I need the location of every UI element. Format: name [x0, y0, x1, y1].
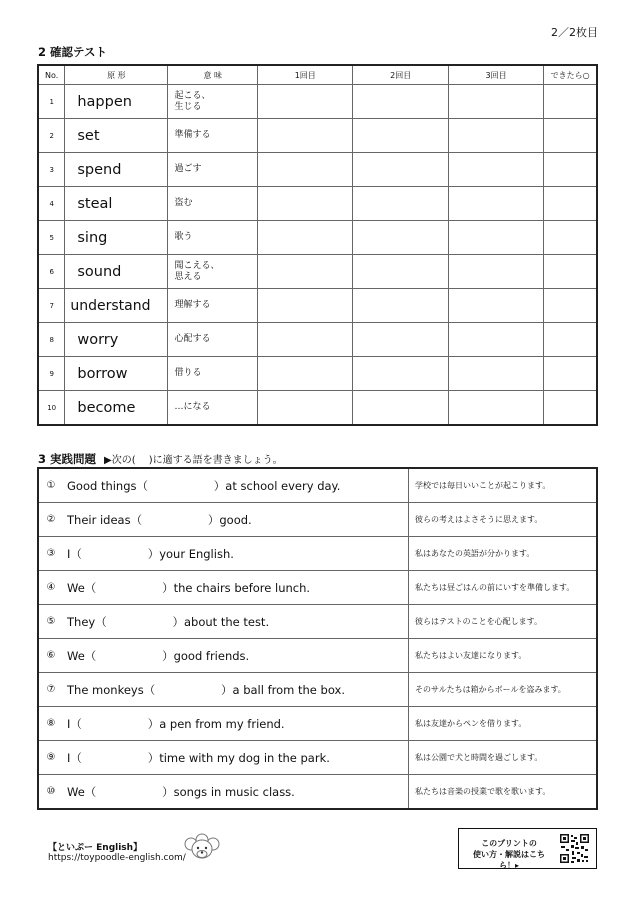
meaning-line-1: …になる: [174, 402, 211, 412]
question-sentence[interactable]: Good things（ ）at school every day.: [63, 468, 409, 503]
practice-table: [37, 467, 598, 810]
japanese-translation: そのサルたちは箱からボールを盗みます。: [409, 673, 598, 707]
answer-cell-1[interactable]: [258, 153, 353, 187]
japanese-translation: 私たちは昼ごはんの前にいすを準備します。: [409, 571, 598, 605]
answer-cell-3[interactable]: [448, 357, 543, 391]
header-attempt-2: 2回目: [353, 65, 448, 85]
answer-cell-2[interactable]: [353, 221, 448, 255]
question-sentence[interactable]: The monkeys（ ）a ball from the box.: [63, 673, 409, 707]
answer-cell-1[interactable]: [258, 85, 353, 119]
done-check-cell[interactable]: [544, 187, 597, 221]
question-number: ⑦: [38, 673, 63, 707]
question-sentence[interactable]: They（ ）about the test.: [63, 605, 409, 639]
answer-cell-2[interactable]: [353, 85, 448, 119]
practice-row: [38, 741, 597, 775]
meaning-line-1: 心配する: [174, 334, 211, 344]
question-sentence[interactable]: We（ ）songs in music class.: [63, 775, 409, 810]
vocab-header-row: [38, 65, 597, 85]
vocab-row: [38, 357, 597, 391]
done-check-cell[interactable]: [544, 357, 597, 391]
question-number: ⑨: [38, 741, 63, 775]
answer-cell-3[interactable]: [448, 255, 543, 289]
vocab-row: [38, 221, 597, 255]
vocab-meaning: [168, 221, 258, 255]
meaning-line-1: 理解する: [174, 300, 211, 310]
row-number: 2: [38, 119, 65, 153]
answer-cell-3[interactable]: [448, 85, 543, 119]
answer-cell-1[interactable]: [258, 221, 353, 255]
done-check-cell[interactable]: [544, 221, 597, 255]
section-3-instruction: ▶次の( )に適する語を書きましょう。: [104, 455, 283, 466]
vocab-row: [38, 323, 597, 357]
section-3-title: [38, 451, 283, 467]
vocab-row: [38, 119, 597, 153]
answer-cell-3[interactable]: [448, 153, 543, 187]
meaning-line-1: 準備する: [174, 130, 211, 140]
answer-cell-2[interactable]: [353, 187, 448, 221]
vocab-meaning: [168, 255, 258, 289]
answer-cell-1[interactable]: [258, 255, 353, 289]
japanese-translation: 学校では毎日いいことが起こります。: [409, 468, 598, 503]
practice-row: [38, 537, 597, 571]
vocab-row: [38, 153, 597, 187]
japanese-translation: 彼らの考えはよさそうに思えます。: [409, 503, 598, 537]
meaning-line-1: 過ごす: [174, 164, 202, 174]
question-number: ⑧: [38, 707, 63, 741]
meaning-line-1: 歌う: [174, 232, 193, 242]
guide-line-2: 使い方・解説はこちら！▸: [473, 850, 545, 870]
row-number: 4: [38, 187, 65, 221]
row-number: 6: [38, 255, 65, 289]
question-number: ④: [38, 571, 63, 605]
done-check-cell[interactable]: [544, 255, 597, 289]
row-number: 9: [38, 357, 65, 391]
footer-url-link[interactable]: https://toypoodle-english.com/: [48, 853, 186, 863]
practice-row: [38, 639, 597, 673]
row-number: 8: [38, 323, 65, 357]
answer-cell-2[interactable]: [353, 391, 448, 426]
japanese-translation: 私たちは音楽の授業で歌を歌います。: [409, 775, 598, 810]
answer-cell-2[interactable]: [353, 357, 448, 391]
row-number: 3: [38, 153, 65, 187]
page-number: 2／2枚目: [551, 26, 598, 39]
practice-row: [38, 605, 597, 639]
question-sentence[interactable]: I（ ）your English.: [63, 537, 409, 571]
row-number: 5: [38, 221, 65, 255]
japanese-translation: 彼らはテストのことを心配します。: [409, 605, 598, 639]
answer-cell-1[interactable]: [258, 323, 353, 357]
japanese-translation: 私は公園で犬と時間を過ごします。: [409, 741, 598, 775]
vocab-meaning: [168, 357, 258, 391]
question-number: ⑩: [38, 775, 63, 810]
practice-row: [38, 673, 597, 707]
meaning-line-1: 盗む: [174, 198, 193, 208]
done-check-cell[interactable]: [544, 153, 597, 187]
vocab-meaning: [168, 187, 258, 221]
answer-cell-2[interactable]: [353, 119, 448, 153]
vocab-meaning: [168, 391, 258, 426]
section-3-heading: 3 実践問題: [38, 452, 97, 466]
vocab-row: [38, 391, 597, 426]
qr-code-icon[interactable]: [559, 833, 590, 864]
answer-cell-2[interactable]: [353, 289, 448, 323]
section-2-title: 2 確認テスト: [38, 45, 108, 59]
guide-text: [467, 838, 551, 871]
answer-cell-2[interactable]: [353, 323, 448, 357]
answer-cell-1[interactable]: [258, 391, 353, 426]
question-sentence[interactable]: I（ ）time with my dog in the park.: [63, 741, 409, 775]
vocab-word: happen: [65, 85, 168, 119]
vocab-meaning: [168, 153, 258, 187]
done-check-cell[interactable]: [544, 85, 597, 119]
row-number: 10: [38, 391, 65, 426]
header-no: No.: [38, 65, 65, 85]
vocab-row: [38, 289, 597, 323]
practice-row: [38, 571, 597, 605]
vocab-word: borrow: [65, 357, 168, 391]
answer-cell-1[interactable]: [258, 119, 353, 153]
vocab-meaning: [168, 289, 258, 323]
answer-cell-3[interactable]: [448, 119, 543, 153]
vocab-word: worry: [65, 323, 168, 357]
answer-cell-2[interactable]: [353, 153, 448, 187]
answer-cell-3[interactable]: [448, 187, 543, 221]
vocab-word: sound: [65, 255, 168, 289]
meaning-line-1: 借りる: [174, 368, 202, 378]
vocab-word: become: [65, 391, 168, 426]
vocab-word: understand: [65, 289, 168, 323]
row-number: 1: [38, 85, 65, 119]
vocab-row: [38, 85, 597, 119]
footer-brand: 【といぷー English】: [48, 843, 143, 853]
header-attempt-3: 3回目: [448, 65, 543, 85]
japanese-translation: 私たちはよい友達になります。: [409, 639, 598, 673]
meaning-line-2: 思える: [174, 271, 202, 282]
done-check-cell[interactable]: [544, 391, 597, 426]
poodle-icon: [182, 832, 222, 864]
question-number: ⑤: [38, 605, 63, 639]
vocab-meaning: [168, 323, 258, 357]
question-number: ②: [38, 503, 63, 537]
answer-cell-3[interactable]: [448, 221, 543, 255]
header-attempt-1: 1回目: [258, 65, 353, 85]
question-sentence[interactable]: We（ ）the chairs before lunch.: [63, 571, 409, 605]
answer-cell-1[interactable]: [258, 187, 353, 221]
question-number: ③: [38, 537, 63, 571]
vocab-row: [38, 255, 597, 289]
question-sentence[interactable]: Their ideas（ ）good.: [63, 503, 409, 537]
vocab-word: sing: [65, 221, 168, 255]
meaning-line-1: 起こる、: [174, 90, 211, 101]
guide-link-box[interactable]: [458, 828, 597, 869]
japanese-translation: 私は友達からペンを借ります。: [409, 707, 598, 741]
practice-row: [38, 775, 597, 810]
practice-row: [38, 503, 597, 537]
answer-cell-3[interactable]: [448, 323, 543, 357]
vocab-word: spend: [65, 153, 168, 187]
vocab-word: steal: [65, 187, 168, 221]
done-check-cell[interactable]: [544, 323, 597, 357]
meaning-line-1: 聞こえる、: [174, 260, 220, 271]
guide-line-1: このプリントの: [481, 839, 537, 848]
question-number: ⑥: [38, 639, 63, 673]
question-sentence[interactable]: I（ ）a pen from my friend.: [63, 707, 409, 741]
answer-cell-1[interactable]: [258, 289, 353, 323]
header-base-form: 原 形: [65, 65, 168, 85]
answer-cell-3[interactable]: [448, 391, 543, 426]
done-check-cell[interactable]: [544, 289, 597, 323]
japanese-translation: 私はあなたの英語が分かります。: [409, 537, 598, 571]
answer-cell-1[interactable]: [258, 357, 353, 391]
vocab-test-table: [37, 64, 598, 426]
header-meaning: 意 味: [168, 65, 258, 85]
answer-cell-3[interactable]: [448, 289, 543, 323]
vocab-meaning: [168, 85, 258, 119]
question-sentence[interactable]: We（ ）good friends.: [63, 639, 409, 673]
practice-row: [38, 707, 597, 741]
question-number: ①: [38, 468, 63, 503]
meaning-line-2: 生じる: [174, 101, 202, 112]
vocab-row: [38, 187, 597, 221]
header-done-check: できたら○: [544, 65, 597, 85]
row-number: 7: [38, 289, 65, 323]
practice-row: [38, 468, 597, 503]
vocab-meaning: [168, 119, 258, 153]
vocab-word: set: [65, 119, 168, 153]
done-check-cell[interactable]: [544, 119, 597, 153]
answer-cell-2[interactable]: [353, 255, 448, 289]
